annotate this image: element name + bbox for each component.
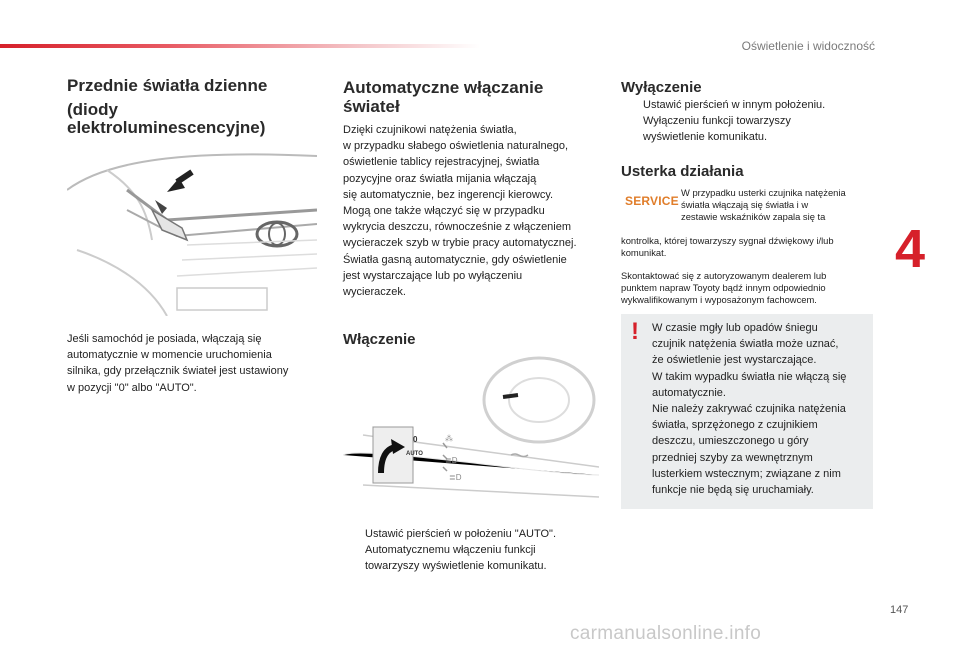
subtitle-on: Włączenie bbox=[343, 331, 416, 348]
auto-line: pozycyjne oraz światła mijania włączają bbox=[343, 172, 537, 185]
subtitle-off: Wyłączenie bbox=[621, 79, 702, 96]
warning-line: W takim wypadku światła nie włączą się bbox=[652, 370, 847, 383]
dealer-line: wykwalifikowanym i wyposażonym fachowcem. bbox=[621, 294, 817, 306]
auto-paragraph bbox=[343, 122, 603, 300]
on-bullet-line: towarzyszy wyświetlenie komunikatu. bbox=[365, 560, 547, 572]
service-warning-icon: SERVICE bbox=[625, 194, 679, 208]
drl-line: silnika, gdy przełącznik świateł jest ustawiony bbox=[67, 365, 289, 378]
svg-text:⁂: ⁂ bbox=[445, 434, 453, 443]
on-bullet-line: Automatycznemu włączeniu funkcji bbox=[365, 544, 536, 556]
fault-text bbox=[681, 187, 876, 224]
off-bullet-line: Wyłączeniu funkcji towarzyszy bbox=[643, 115, 791, 127]
title-drl-line3: elektroluminescencyjne) bbox=[67, 118, 266, 137]
drl-line: w pozycji "0" albo "AUTO". bbox=[67, 381, 197, 394]
off-bullet-line: Ustawić pierścień w innym położeniu. bbox=[643, 99, 826, 111]
fault-text-continued bbox=[621, 235, 876, 259]
auto-line: w przypadku słabego oświetlenia naturalnego, bbox=[343, 140, 569, 153]
dealer-contact-text bbox=[621, 270, 876, 307]
subtitle-fault: Usterka działania bbox=[621, 163, 744, 180]
auto-line: się automatycznie, bez ingerencji kierowcy. bbox=[343, 188, 554, 201]
light-stalk-illustration bbox=[343, 355, 599, 501]
watermark: carmanualsonline.info bbox=[570, 623, 762, 644]
warning-line: Nie należy zakrywać czujnika natężenia bbox=[652, 403, 846, 416]
stalk-label-auto: AUTO bbox=[406, 451, 423, 457]
warning-line: funkcje nie będą się uruchamiały. bbox=[652, 484, 814, 497]
chapter-number: 4 bbox=[895, 219, 926, 279]
fault-line: światła włączają się światła i w bbox=[681, 199, 809, 211]
fault-line: W przypadku usterki czujnika natężenia bbox=[681, 187, 846, 198]
title-drl-line2: (diody bbox=[67, 100, 118, 119]
fault-line: kontrolka, której towarzyszy sygnał dźwiękowy i/lub bbox=[621, 235, 834, 246]
page-number: 147 bbox=[890, 604, 909, 616]
title-auto-line1: Automatyczne włączanie bbox=[343, 78, 544, 97]
auto-line: jest wystarczające lub po wyłączeniu bbox=[343, 269, 523, 282]
auto-line: wycieraczek. bbox=[343, 286, 406, 299]
svg-text:≣D: ≣D bbox=[445, 456, 458, 465]
section-title: Oświetlenie i widoczność bbox=[741, 39, 875, 53]
warning-line: automatycznie. bbox=[652, 386, 726, 399]
on-bullet-line: Ustawić pierścień w położeniu "AUTO". bbox=[365, 528, 557, 540]
warning-text bbox=[652, 320, 872, 498]
auto-line: Dzięki czujnikowi natężenia światła, bbox=[343, 124, 517, 136]
warning-line: deszczu, umieszczonego u góry bbox=[652, 435, 809, 448]
fault-line: komunikat. bbox=[621, 247, 667, 259]
on-bullet bbox=[343, 526, 603, 574]
warning-line: przedniej szyby za wewnętrznym bbox=[652, 451, 813, 464]
drl-line: automatycznie w momencie uruchomienia bbox=[67, 349, 272, 362]
car-front-illustration bbox=[67, 150, 317, 316]
auto-line: Mogą one także włączyć się w przypadku bbox=[343, 205, 545, 218]
warning-line: W czasie mgły lub opadów śniegu bbox=[652, 322, 818, 334]
warning-line: lusterkiem wstecznym; związane z nim bbox=[652, 467, 841, 480]
auto-line: wykrycia deszczu, równocześnie z włączeniem bbox=[343, 221, 572, 234]
off-bullet-line: wyświetlenie komunikatu. bbox=[643, 131, 768, 143]
warning-line: światła, sprzężonego z czujnikiem bbox=[652, 419, 818, 432]
warning-icon: ! bbox=[631, 318, 639, 345]
off-bullet bbox=[621, 97, 876, 145]
fault-line: zestawie wskaźników zapala się ta bbox=[681, 211, 826, 223]
title-auto-line2: świateł bbox=[343, 97, 400, 116]
header-accent-bar bbox=[0, 44, 480, 48]
dealer-line: Skontaktować się z autoryzowanym dealerem lub bbox=[621, 270, 827, 281]
warning-line: że oświetlenie jest wystarczające. bbox=[652, 354, 817, 367]
title-drl-line1: Przednie światła dzienne bbox=[67, 76, 268, 95]
stalk-label-zero: 0 bbox=[413, 435, 418, 444]
drl-line: Jeśli samochód je posiada, włączają się bbox=[67, 333, 262, 345]
drl-paragraph bbox=[67, 331, 312, 396]
auto-line: oświetlenie tablicy rejestracyjnej, światła bbox=[343, 156, 540, 169]
auto-line: wycieraczek szyb w trybie pracy automatycznej. bbox=[343, 237, 577, 250]
svg-text:≣D: ≣D bbox=[449, 473, 462, 482]
warning-line: czujnik natężenia światła może uznać, bbox=[652, 338, 839, 351]
auto-line: Światła gasną automatycznie, gdy oświetlenie bbox=[343, 253, 567, 266]
dealer-line: punktem napraw Toyoty bądź innym odpowiednio bbox=[621, 282, 826, 294]
